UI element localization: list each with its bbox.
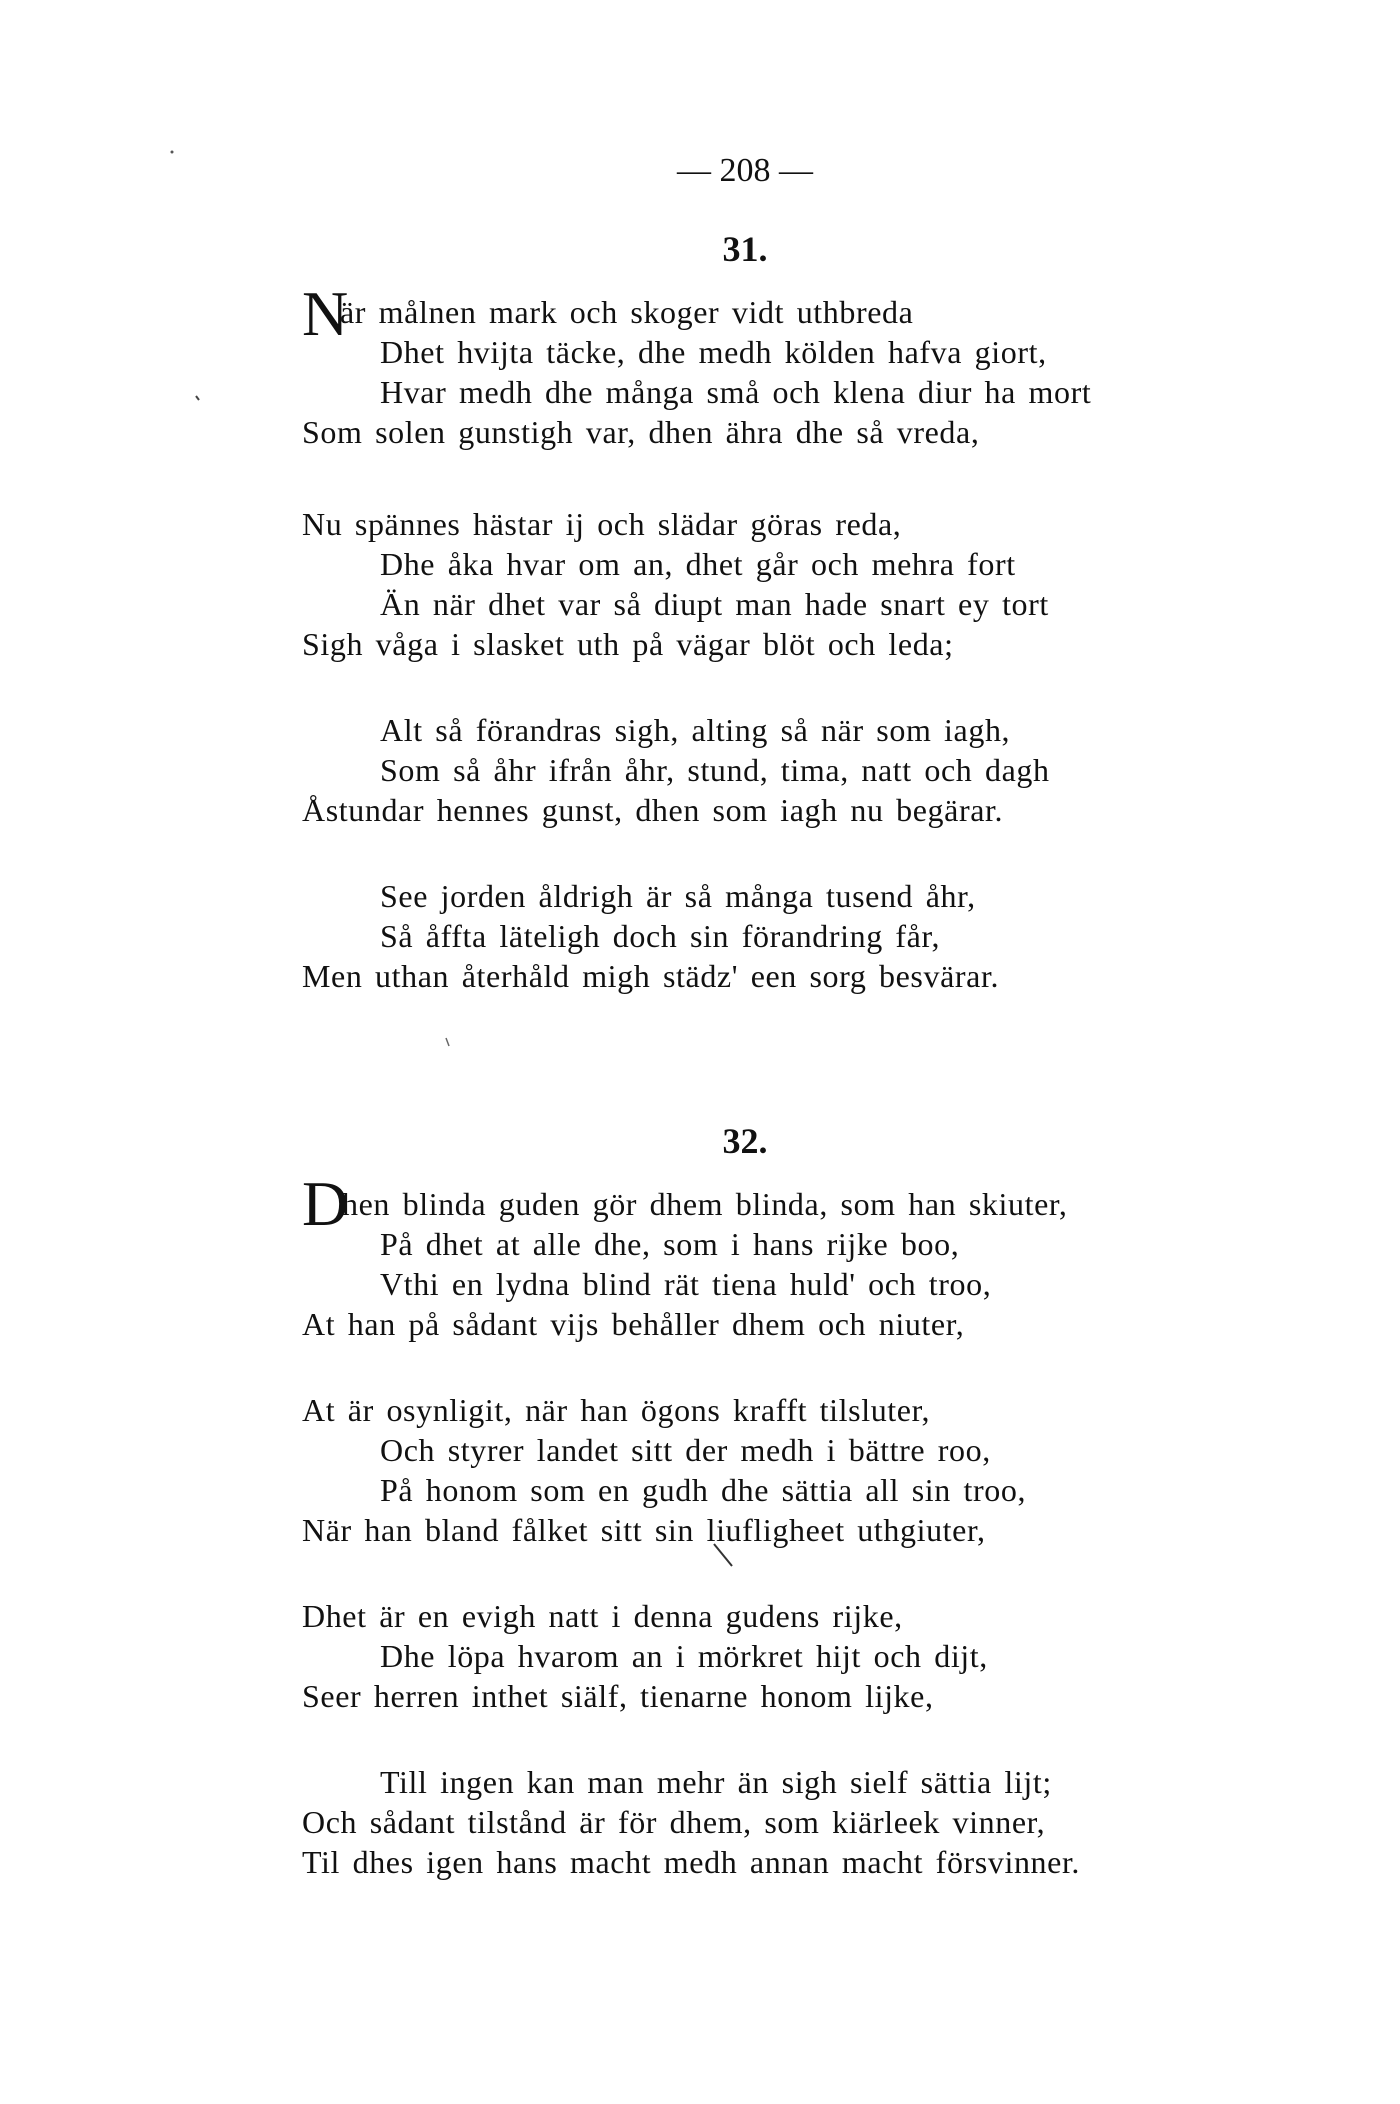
verse-line: Men uthan återhåld migh städz' een sorg besvärar.	[302, 958, 1000, 994]
verse-line: Dhet är en evigh natt i denna gudens rijke,	[302, 1598, 903, 1634]
verse-line: Seer herren inthet siälf, tienarne honom lijke,	[302, 1678, 934, 1714]
page-number: — 208 —	[677, 152, 813, 189]
speck-mark	[171, 151, 174, 154]
verse-line: Som så åhr ifrån åhr, stund, tima, natt och dagh	[380, 752, 1050, 788]
verse-line: Till ingen kan man mehr än sigh sielf sättia lijt;	[380, 1764, 1052, 1800]
verse-line: På dhet at alle dhe, som i hans rijke boo,	[380, 1226, 960, 1262]
verse-line: Dhe åka hvar om an, dhet går och mehra fort	[380, 546, 1016, 582]
verse-line: är målnen mark och skoger vidt uthbreda	[340, 294, 914, 330]
dropcap-d: D	[302, 1168, 349, 1239]
verse-line: Dhe löpa hvarom an i mörkret hijt och dijt,	[380, 1638, 988, 1674]
verse-line: Åstundar hennes gunst, dhen som iagh nu begärar.	[302, 792, 1004, 828]
verse-line: hen blinda guden gör dhem blinda, som han skiuter,	[342, 1186, 1068, 1222]
verse-line: Dhet hvijta täcke, dhe medh kölden hafva giort,	[380, 334, 1047, 370]
verse-line: Som solen gunstigh var, dhen ähra dhe så vreda,	[302, 414, 980, 450]
dropcap-n: N	[302, 278, 349, 349]
verse-line: See jorden åldrigh är så många tusend åhr,	[380, 878, 976, 914]
verse-line: Och styrer landet sitt der medh i bättre roo,	[380, 1432, 991, 1468]
verse-line: Alt så förandras sigh, alting så när som iagh,	[380, 712, 1011, 748]
verse-line: At är osynligit, när han ögons krafft tilsluter,	[302, 1392, 931, 1428]
verse-line: At han på sådant vijs behåller dhem och niuter,	[302, 1306, 965, 1342]
verse-line: Sigh våga i slasket uth på vägar blöt och leda;	[302, 626, 954, 662]
verse-line: Nu spännes hästar ij och slädar göras reda,	[302, 506, 902, 542]
speck-mark	[196, 396, 199, 400]
verse-line: När han bland fålket sitt sin liufligheet uthgiuter,	[302, 1512, 986, 1548]
verse-line: Til dhes igen hans macht medh annan macht försvinner.	[302, 1844, 1081, 1880]
poem-number-31: 31.	[722, 229, 768, 269]
verse-line: På honom som en gudh dhe sättia all sin troo,	[380, 1472, 1027, 1508]
poem-number-32: 32.	[722, 1121, 768, 1161]
verse-line: Än när dhet var så diupt man hade snart ey tort	[380, 586, 1049, 622]
verse-line: Vthi en lydna blind rät tiena huld' och troo,	[380, 1266, 992, 1302]
verse-line: Och sådant tilstånd är för dhem, som kiärleek vinner,	[302, 1804, 1046, 1840]
speck-mark	[446, 1038, 449, 1046]
verse-line: Hvar medh dhe många små och klena diur ha mort	[380, 374, 1092, 410]
verse-line: Så åffta läteligh doch sin förandring får,	[380, 918, 941, 954]
caret-mark	[714, 1544, 732, 1566]
